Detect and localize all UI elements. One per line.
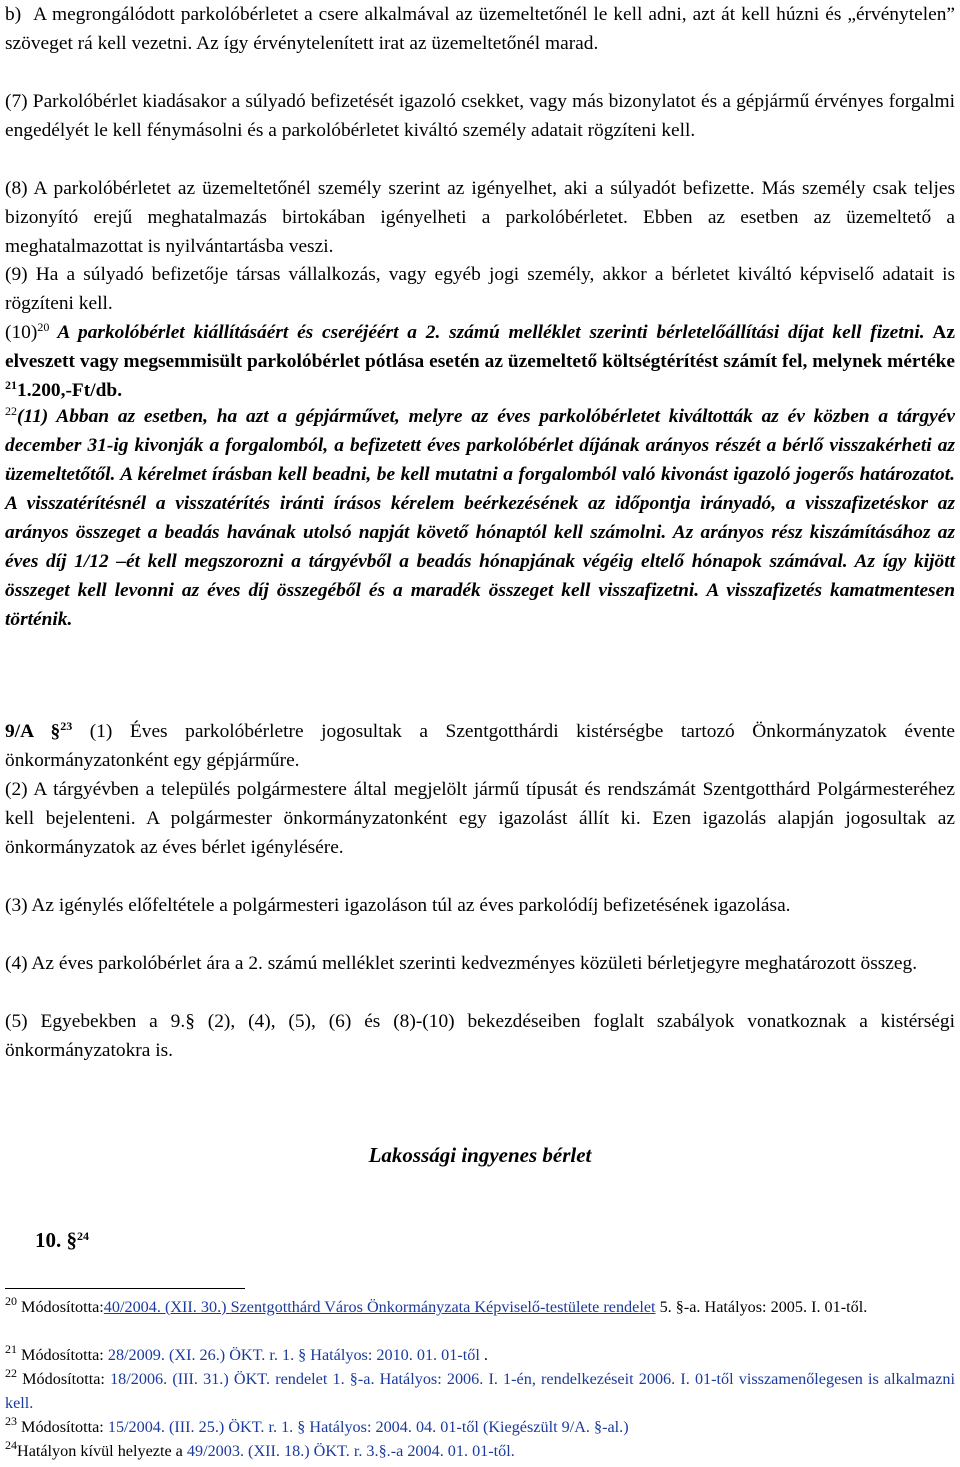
footnote-ref-20[interactable]: 20 — [37, 320, 50, 334]
footnote-22-prefix: Módosította: — [17, 1370, 111, 1388]
paragraph-10-fee-text: A parkolóbérlet kiállításáért és cseréjéért a 2. számú melléklet szerinti bérletelőállítási díjat kell fizetni. — [49, 322, 925, 343]
footnote-separator — [5, 1288, 245, 1289]
section-10-number: 10. § — [35, 1228, 77, 1252]
footnote-24-number: 24 — [5, 1438, 17, 1452]
footnote-23-prefix: Módosította: — [17, 1418, 108, 1436]
paragraph-11 — [5, 402, 955, 634]
section-heading: Lakossági ingyenes bérlet — [368, 1143, 592, 1167]
footnote-21-number: 21 — [5, 1342, 17, 1356]
paragraph-7: (7) Parkolóbérlet kiadásakor a súlyadó befizetését igazoló csekket, vagy más bizonylatot és a gépjármű érvényes forgalmi engedélyét le kell fénymásolni és a parkolóbérletet kiváltó személy adatait rögzíteni kell. — [5, 91, 955, 141]
paragraph-b: b) A megrongálódott parkolóbérletet a csere alkalmával az üzemeltetőnél le kell adni, azt át kell húzni és „érvénytelen” szöveget rá kell vezetni. Az így érvénytelenített irat az üzemeltetőnél marad. — [5, 4, 955, 54]
footnote-24-prefix: Hatályon kívül helyezte a — [17, 1442, 187, 1460]
footnote-23-number: 23 — [5, 1414, 17, 1428]
paragraph-10-replacement-text: Az elveszett vagy megsemmisült parkolóbérlet pótlása esetén az üzemeltető költségtérítést számít fel, melynek mértéke — [5, 322, 956, 372]
footnote-21-prefix: Módosította: — [17, 1346, 108, 1364]
section-9a-paragraph-5: (5) Egyebekben a 9.§ (2), (4), (5), (6) és (8)-(10) bekezdéseiben foglalt szabályok vonatkoznak a kistérségi önkormányzatokra is. — [5, 1011, 955, 1061]
footnote-20-number: 20 — [5, 1294, 17, 1308]
footnote-23 — [5, 1416, 955, 1440]
footnote-ref-22[interactable]: 22 — [5, 404, 17, 418]
footnote-20-prefix: Módosította: — [17, 1298, 104, 1316]
section-10-label — [35, 1228, 89, 1253]
footnote-24-link[interactable]: 49/2003. (XII. 18.) ÖKT. r. 3.§.-a 2004. 01. 01-től. — [186, 1442, 515, 1460]
paragraph-9: (9) Ha a súlyadó befizetője társas vállalkozás, vagy egyéb jogi személy, akkor a bérletet kiváltó képviselő adatait is rögzíteni kell. — [5, 264, 955, 314]
section-9a-paragraph-2: (2) A tárgyévben a település polgármestere által megjelölt jármű típusát és rendszámát Szentgotthárd Polgármesteréhez kell bejelenteni. A polgármester önkormányzatonként egy igazolást állít ki. Ezen igazolás alapján jogosultak az önkormányzatok az éves bérlet igénylésére. — [5, 779, 955, 858]
footnote-ref-23[interactable]: 23 — [60, 719, 73, 733]
footnote-21-suffix: . — [479, 1346, 488, 1364]
section-9a-paragraph-4: (4) Az éves parkolóbérlet ára a 2. számú melléklet szerinti kedvezményes közületi bérletjegyre meghatározott összeg. — [5, 953, 918, 974]
footnote-ref-24[interactable]: 24 — [77, 1229, 89, 1243]
footnote-24 — [5, 1440, 955, 1464]
footnote-23-link[interactable]: 15/2004. (III. 25.) ÖKT. r. 1. § Hatályos: 2004. 04. 01-től (Kiegészült 9/A. §-al.) — [107, 1418, 629, 1436]
section-9a-paragraph-1 — [5, 717, 955, 775]
section-9a-paragraph-3: (3) Az igénylés előfeltétele a polgármesteri igazoláson túl az éves parkolódíj befizetésének igazolása. — [5, 895, 791, 916]
section-9a-text-1: (1) Éves parkolóbérletre jogosultak a Szentgotthárdi kistérségbe tartozó Önkormányzatok évente önkormányzatonként egy gépjárműre. — [5, 721, 956, 771]
footnote-22-number: 22 — [5, 1366, 17, 1380]
paragraph-10 — [5, 318, 955, 405]
paragraph-11-text: (11) Abban az esetben, ha azt a gépjárművet, melyre az éves parkolóbérletet kiváltották az év közben a tárgyév december 31-ig kivonják a forgalomból, a befizetett éves parkolóbérlet díjának arányos részét a bérlő visszakérheti az üzemeltetőtől. A kérelmet írásban kell beadni, be kell mutatni a forgalomból való kivonást igazoló jogerős határozatot. A visszatérítésnél a visszatérítés iránti írásos kérelem beérkezésének az időpontja irányadó, a visszafizetéskor az arányos összeget a beadás havának utolsó napját követő hónaptól kell számolni. Az arányos rész kiszámításához az éves díj 1/12 –ét kell megszorozni a tárgyévből a beadás hónapjának végéig eltelő hónapok számával. Az így kijött összeget kell levonni az éves díj összegéből és a maradék összeget kell visszafizetni. A visszafizetés kamatmentesen történik. — [5, 406, 955, 630]
footnote-20 — [5, 1296, 955, 1320]
footnote-ref-21[interactable]: 21 — [5, 378, 17, 392]
paragraph-10-amount: 1.200,-Ft/db. — [17, 380, 123, 401]
section-9a-label: 9/A § — [5, 721, 61, 742]
footnote-20-link[interactable]: 40/2004. (XII. 30.) Szentgotthárd Város Önkormányzata Képviselő-testülete rendelet — [103, 1298, 656, 1316]
footnote-20-suffix: 5. §-a. Hatályos: 2005. I. 01-től. — [655, 1298, 868, 1316]
paragraph-10-number: (10) — [5, 322, 38, 343]
footnote-21-link[interactable]: 28/2009. (XI. 26.) ÖKT. r. 1. § Hatályos: 2010. 01. 01-től — [107, 1346, 480, 1364]
paragraph-8: (8) A parkolóbérletet az üzemeltetőnél személy szerint az igényelhet, aki a súlyadót befizette. Más személy csak teljes bizonyító erejű meghatalmazás birtokában igényelheti a parkolóbérletet. Ebben az esetben az üzemeltető a meghatalmazottat is nyilvántartásba veszi. — [5, 178, 955, 257]
footnote-21 — [5, 1344, 955, 1368]
footnote-22 — [5, 1368, 955, 1415]
footnote-22-link[interactable]: 18/2006. (III. 31.) ÖKT. rendelet 1. §-a. Hatályos: 2006. I. 1-én, rendelkezéseit 2006. I. 01-től visszamenőlegesen is alkalmazni kell. — [5, 1370, 955, 1412]
